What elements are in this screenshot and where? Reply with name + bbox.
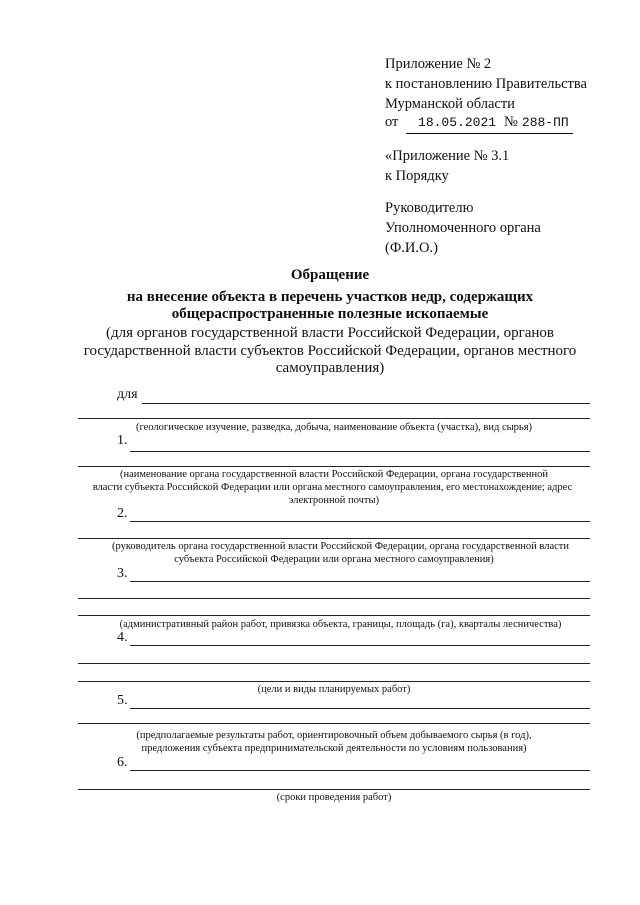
item-6-field-line-2[interactable] xyxy=(78,789,590,790)
item-6-field-line[interactable] xyxy=(130,770,590,771)
item-4-field-line-2[interactable] xyxy=(78,663,590,664)
caption-area: (административный район работ, привязка объекта, границы, площадь (га), кварталы лесничества) xyxy=(119,619,562,630)
item-2-field-line[interactable] xyxy=(130,521,590,522)
item-1-field-line-2[interactable] xyxy=(78,466,590,467)
document-title: Обращение xyxy=(290,267,370,283)
number-sign: № xyxy=(504,114,518,130)
inner-appendix-label: «Приложение № 3.1 xyxy=(385,148,510,164)
document-subtitle-2: общераспространенные полезные ископаемые xyxy=(171,306,489,322)
addressee-line-1: Руководителю xyxy=(385,200,474,216)
resolution-date-line xyxy=(385,112,573,134)
item-3-field-line[interactable] xyxy=(130,581,590,582)
item-3-field-line-2[interactable] xyxy=(78,598,590,599)
document-note-1: (для органов государственной власти Российской Федерации, органов xyxy=(105,325,555,341)
resolution-number: 288-ПП xyxy=(521,115,569,130)
addressee-line-2: Уполномоченного органа xyxy=(385,220,541,236)
item-number-5: 5. xyxy=(117,693,128,708)
caption-head-2: субъекта Российской Федерации или органа местного самоуправления) xyxy=(174,554,494,565)
caption-goals: (цели и виды планируемых работ) xyxy=(257,684,411,695)
appendix-label: Приложение № 2 xyxy=(385,56,492,72)
item-number-1: 1. xyxy=(117,433,128,448)
resolution-label: к постановлению Правительства xyxy=(385,76,587,92)
document-note-3: самоуправления) xyxy=(275,360,385,376)
for-label: для xyxy=(117,387,138,402)
region-label: Мурманской области xyxy=(385,96,515,112)
item-4-field-line-3[interactable] xyxy=(78,681,590,682)
addressee-line-3: (Ф.И.О.) xyxy=(385,240,438,256)
caption-organ-name-1: (наименование органа государственной власти Российской Федерации, органа государственной xyxy=(119,469,549,480)
caption-purpose: (геологическое изучение, разведка, добыча, наименование объекта (участка), вид сырья) xyxy=(135,422,533,433)
item-number-3: 3. xyxy=(117,566,128,581)
document-subtitle-1: на внесение объекта в перечень участков недр, содержащих xyxy=(126,289,534,305)
item-number-6: 6. xyxy=(117,755,128,770)
for-field-line[interactable] xyxy=(142,403,590,404)
caption-terms: (сроки проведения работ) xyxy=(276,792,392,803)
item-4-field-line[interactable] xyxy=(130,645,590,646)
caption-results-1: (предполагаемые результаты работ, ориентировочный объем добываемого сырья (в год), xyxy=(136,730,532,741)
order-label: к Порядку xyxy=(385,168,449,184)
item-3-field-line-3[interactable] xyxy=(78,615,590,616)
item-5-field-line-2[interactable] xyxy=(78,723,590,724)
item-number-2: 2. xyxy=(117,506,128,521)
item-2-field-line-2[interactable] xyxy=(78,538,590,539)
caption-results-2: предложения субъекта предпринимательской деятельности по условиям пользования) xyxy=(141,743,527,754)
item-1-field-line[interactable] xyxy=(130,451,590,452)
item-5-field-line[interactable] xyxy=(130,708,590,709)
item-number-4: 4. xyxy=(117,630,128,645)
caption-organ-name-2: власти субъекта Российской Федерации или органа местного самоуправления, его местонахождение; адрес xyxy=(92,482,573,493)
resolution-date: 18.05.2021 xyxy=(406,113,502,134)
document-note-2: государственной власти субъектов Российской Федерации, органов местного xyxy=(83,343,577,359)
caption-organ-name-3: электронной почты) xyxy=(288,495,380,506)
caption-head-1: (руководитель органа государственной власти Российской Федерации, органа государственной власти xyxy=(111,541,570,552)
from-prefix: от xyxy=(385,114,399,130)
for-field-line-2[interactable] xyxy=(78,418,590,419)
